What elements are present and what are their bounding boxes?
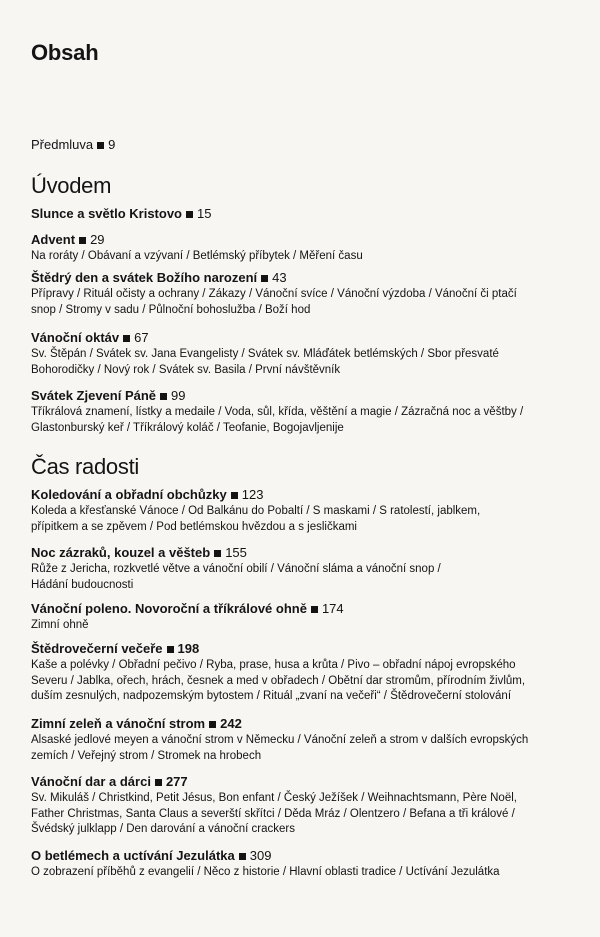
toc-entry [31,601,576,634]
entry-page-number: 277 [165,774,188,789]
entry-heading: Štědrovečerní večeře [31,641,163,656]
entry-heading: Štědrý den a svátek Božího narození [31,270,258,285]
entry-heading: Zimní zeleň a vánoční strom [31,716,206,731]
entry-heading: O betlémech a uctívání Jezulátka [31,848,235,863]
preface-label: Předmluva [31,137,94,152]
entry-page-number: 15 [197,206,212,221]
toc-entry [31,545,576,593]
square-bullet-icon [186,211,193,218]
square-bullet-icon [311,606,318,613]
entry-subtopics [31,504,576,535]
toc-entry [31,774,576,838]
subtopic-line: Růže z Jericha, rozkvetlé větve a vánoční obilí / Vánoční sláma a vánoční snop / [31,563,441,575]
entry-subtopics [31,733,576,764]
toc-entry [31,330,576,378]
entry-heading-line [31,545,576,561]
square-bullet-icon [209,721,216,728]
entry-heading: Svátek Zjevení Páně [31,388,157,403]
entry-heading-line [31,774,576,790]
entry-heading-line [31,848,576,864]
entry-heading: Vánoční dar a dárci [31,774,151,789]
entry-subtopics [31,618,576,634]
entry-heading-line [31,388,576,404]
subtopic-line: Bohorodičky / Nový rok / Svátek sv. Basila / První návštěvník [31,363,341,376]
subtopic-line: Tříkrálová znamení, lístky a medaile / Voda, sůl, křída, věštění a magie / Zázračná noc a věštby / [31,406,524,418]
entry-page-number: 123 [241,487,264,502]
subtopic-line: Koleda a křesťanské Vánoce / Od Balkánu do Pobaltí / S maskami / S ratolestí, jablkem, [31,505,481,517]
entry-page-number: 155 [225,545,247,560]
entry-subtopics [31,562,576,593]
subtopic-line: Father Christmas, Santa Claus a severští skřítci / Děda Mráz / Olentzero / Befana a tři králové / [31,807,515,820]
entry-heading-line [31,330,576,346]
subtopic-line: Švédský julklapp / Den darování a vánoční crackers [31,823,295,836]
entry-heading-line [31,716,576,732]
entry-page-number: 242 [220,716,242,731]
entry-page-number: 67 [134,330,149,345]
subtopic-line: Glastonburský keř / Tříkrálový koláč / Teofanie, Bogojavljenije [31,421,344,434]
toc-entry [31,388,576,436]
toc-entry [31,487,576,535]
square-bullet-icon [155,779,162,786]
preface-page: 9 [108,137,116,152]
entry-heading: Advent [31,232,76,247]
subtopic-line: Sv. Mikuláš / Christkind, Petit Jésus, Bon enfant / Český Ježíšek / Weihnachtsmann, Père Noël, [31,792,517,804]
subtopic-line: Severu / Jablka, ořech, hrách, česnek a med v obřadech / Obětní dar stromům, přírodním živlům, [31,674,526,687]
subtopic-line: zemích / Veřejný strom / Stromek na hrobech [31,749,262,762]
entry-subtopics [31,249,576,265]
entry-page-number: 29 [90,232,105,247]
square-bullet-icon [167,646,174,653]
subtopic-line: snop / Stromy v sadu / Půlnoční bohoslužba / Boží hod [31,303,311,316]
entry-page-number: 174 [321,601,344,616]
subtopic-line: Hádání budoucnosti [31,578,134,591]
entry-heading-line [31,487,576,503]
entry-page-number: 99 [171,388,186,403]
square-bullet-icon [261,275,268,282]
square-bullet-icon [79,237,86,244]
entry-heading-line [31,232,576,248]
subtopic-line: Kaše a polévky / Obřadní pečivo / Ryba, prase, husa a krůta / Pivo – obřadní nápoj evropského [31,659,516,671]
part-heading: Úvodem [31,173,112,198]
toc-entry [31,232,576,265]
toc-entry-preface [31,137,115,152]
entry-page-number: 309 [249,848,272,863]
page-title: Obsah [31,40,99,65]
entry-subtopics [31,658,576,705]
entry-subtopics [31,405,576,436]
square-bullet-icon [214,550,221,557]
entry-subtopics [31,865,576,881]
subtopic-line: Sv. Štěpán / Svátek sv. Jana Evangelisty / Svátek sv. Mláďátek betlémských / Sbor přesvaté [31,348,499,360]
entry-heading-line [31,601,576,617]
entry-heading-line [31,641,576,657]
toc-entry [31,848,576,881]
square-bullet-icon [97,142,104,149]
square-bullet-icon [123,335,130,342]
square-bullet-icon [239,853,246,860]
part-heading: Čas radosti [31,454,139,479]
toc-entry [31,716,576,764]
entry-subtopics [31,791,576,838]
subtopic-line: Alsaské jedlové meyen a vánoční strom v Německu / Vánoční zeleň a strom v dalších evropských [31,734,529,746]
square-bullet-icon [160,393,167,400]
entry-page-number: 198 [177,641,200,656]
subtopic-line: Na roráty / Obávaní a vzývaní / Betlémský příbytek / Měření času [31,250,363,262]
entry-heading-line [31,270,576,286]
toc-entry [31,206,576,222]
subtopic-line: Přípravy / Rituál očisty a ochrany / Zákazy / Vánoční svíce / Vánoční výzdoba / Vánoční či ptačí [31,288,517,300]
entry-heading: Slunce a světlo Kristovo [31,206,182,221]
entry-subtopics [31,287,576,318]
entry-heading-line [31,206,576,222]
entry-page-number: 43 [272,270,287,285]
entry-heading: Koledování a obřadní obchůzky [31,487,227,502]
square-bullet-icon [231,492,238,499]
entry-heading: Noc zázraků, kouzel a věšteb [31,545,211,560]
entry-subtopics [31,347,576,378]
entry-heading: Vánoční poleno. Novoroční a tříkrálové ohně [31,601,307,616]
subtopic-line: O zobrazení příběhů z evangelií / Něco z historie / Hlavní oblasti tradice / Uctívání Jezulátka [31,866,500,878]
toc-entry [31,270,576,318]
toc-entry [31,641,576,705]
entry-heading: Vánoční oktáv [31,330,120,345]
subtopic-line: Zimní ohně [31,619,89,631]
subtopic-line: přípitkem a se zpěvem / Pod betlémskou hvězdou a s jesličkami [31,520,357,533]
subtopic-line: duším zesnulých, nadpozemským bytostem / Rituál „zvaní na večeři“ / Štědrovečerní stolování [31,690,512,703]
